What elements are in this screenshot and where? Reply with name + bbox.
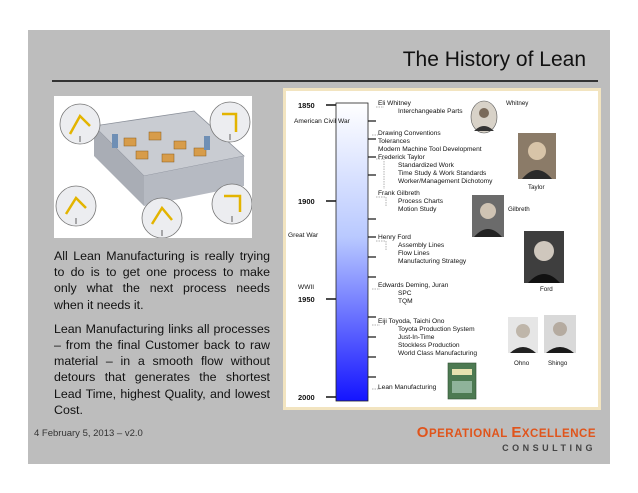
logo-word-operational: PERATIONAL <box>428 428 512 440</box>
war-civil-war: American Civil War <box>294 118 350 125</box>
timeline-bar <box>336 103 368 401</box>
war-great-war: Great War <box>288 232 319 239</box>
timeline-entry-detail: Interchangeable Parts <box>398 108 463 115</box>
company-logo <box>417 424 596 453</box>
timeline-entry-head: Edwards Deming, Juran <box>378 282 449 289</box>
timeline-entry-detail: Worker/Management Dichotomy <box>398 178 493 185</box>
body-text <box>54 248 270 426</box>
factory-illustration <box>54 96 252 238</box>
body-paragraph-2: Lean Manufacturing links all processes – from the final Customer back to raw material – in a smooth flow without detours that generates the shortest Lead Time, highest Quality, and lowest Cost. <box>54 321 270 417</box>
timeline-entry-detail: Flow Lines <box>398 250 430 257</box>
portrait-whitney <box>471 100 529 133</box>
portrait-shingo <box>544 315 576 367</box>
timeline-entry-detail: SPC <box>398 290 412 297</box>
slide-title: The History of Lean <box>402 48 586 71</box>
title-divider <box>52 80 598 82</box>
portrait-ohno <box>508 317 538 367</box>
portrait-gilbreth <box>472 195 530 237</box>
timeline-entry-head: Eiji Toyoda, Taichi Ono <box>378 318 445 325</box>
timeline-entry-detail: Time Study & Work Standards <box>398 170 487 177</box>
timeline-entry-detail: Just-In-Time <box>398 334 435 341</box>
timeline-graphic <box>286 91 598 407</box>
slide-footer: 4 February 5, 2013 – v2.0 <box>34 428 143 439</box>
timeline-entry-head: Lean Manufacturing <box>378 384 437 391</box>
portrait-taylor <box>518 133 556 191</box>
timeline-entry-head: Eli Whitney <box>378 100 411 107</box>
timeline-entry-detail: Manufacturing Strategy <box>398 258 467 265</box>
timeline-entry-detail: Assembly Lines <box>398 242 445 249</box>
lean-timeline <box>283 88 601 410</box>
timeline-entry-detail: Process Charts <box>398 198 444 205</box>
portrait-label-ohno: Ohno <box>514 360 530 367</box>
portrait-ford <box>524 231 564 293</box>
body-paragraph-1: All Lean Manufacturing is really trying to do is to get one process to make only what the next process needs when it needs it. <box>54 249 270 312</box>
timeline-entry-head: Henry Ford <box>378 234 411 241</box>
timeline-entry-head: Frank Gilbreth <box>378 190 420 197</box>
year-1850: 1850 <box>298 101 315 110</box>
year-2000: 2000 <box>298 393 315 402</box>
timeline-entry-detail: Modern Machine Tool Development <box>378 146 482 153</box>
timeline-entry-head: Drawing Conventions <box>378 130 441 137</box>
portrait-label-shingo: Shingo <box>548 360 568 367</box>
year-1950: 1950 <box>298 295 315 304</box>
logo-cap-o: O <box>416 424 429 441</box>
timeline-entry-detail: TQM <box>398 298 413 305</box>
logo-cap-e: E <box>511 424 522 441</box>
book-cover-image <box>448 363 476 399</box>
logo-word-consulting: CONSULTING <box>502 443 596 453</box>
timeline-entry-detail: World Class Manufacturing <box>398 350 478 357</box>
timeline-entry-detail: Toyota Production System <box>398 326 475 333</box>
portrait-label-whitney: Whitney <box>506 100 529 107</box>
timeline-entry-head: Frederick Taylor <box>378 154 425 161</box>
logo-word-excellence: XCELLENCE <box>521 428 596 440</box>
year-1900: 1900 <box>298 197 315 206</box>
timeline-entry-detail: Motion Study <box>398 206 437 213</box>
portrait-label-taylor: Taylor <box>528 184 545 191</box>
war-wwii: WWII <box>298 284 315 291</box>
portrait-label-ford: Ford <box>540 286 553 293</box>
portrait-label-gilbreth: Gilbreth <box>508 206 530 213</box>
timeline-entry-detail: Tolerances <box>378 138 410 145</box>
timeline-entry-detail: Stockless Production <box>398 342 460 349</box>
timeline-entry-detail: Standardized Work <box>398 162 454 169</box>
slide <box>28 30 610 464</box>
